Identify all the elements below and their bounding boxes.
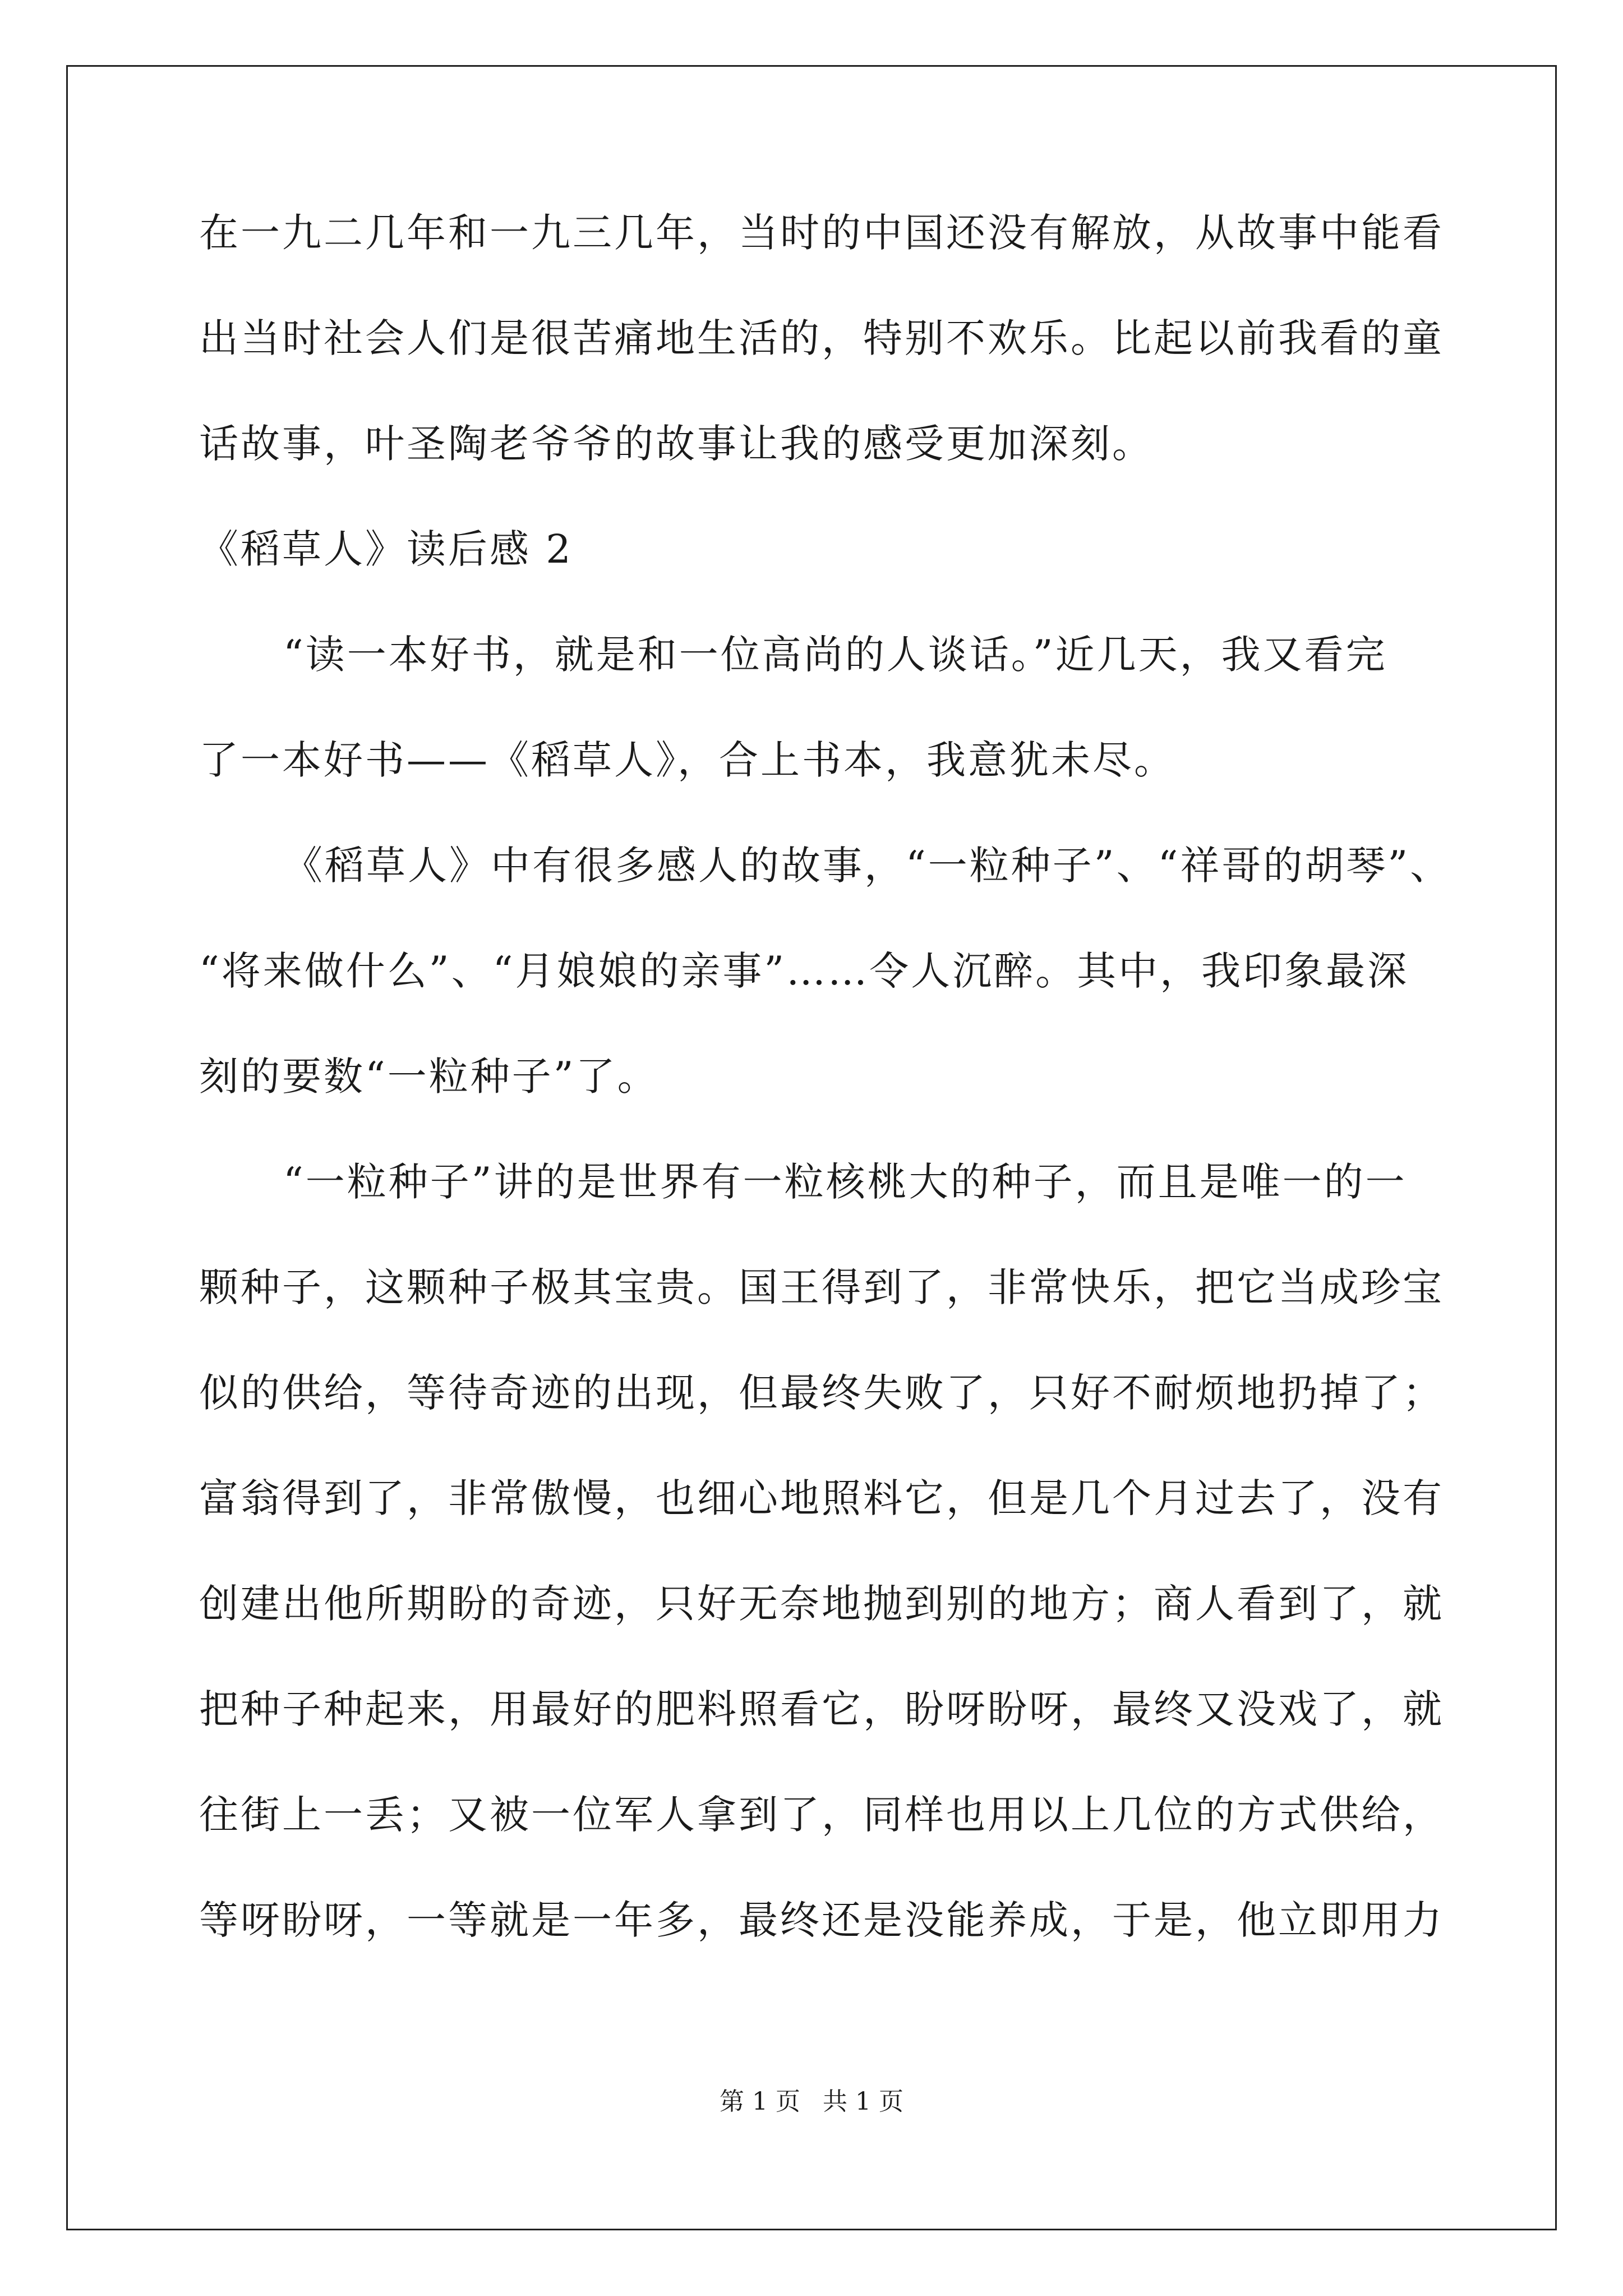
text-line: 了一本好书——《稻草人》，合上书本，我意犹未尽。: [199, 737, 1175, 783]
text-line: “读一本好书，就是和一位高尚的人谈话。”近几天，我又看完: [283, 632, 1387, 678]
text-line: “一粒种子”讲的是世界有一粒核桃大的种子，而且是唯一的一: [283, 1159, 1407, 1205]
text-line: 《稻草人》中有很多感人的故事，“一粒种子”、“祥哥的胡琴”、: [283, 843, 1452, 889]
document-body: [199, 210, 1452, 2006]
page-number: 第 1 页: [720, 2087, 800, 2116]
section-heading: 《稻草人》读后感 2: [199, 526, 573, 572]
text-line: 话故事，叶圣陶老爷爷的故事让我的感受更加深刻。: [199, 421, 1154, 467]
text-line: 富翁得到了，非常傲慢，也细心地照料它，但是几个月过去了，没有: [199, 1475, 1444, 1521]
text-line: 把种子种起来，用最好的肥料照看它，盼呀盼呀，最终又没戏了，就: [199, 1686, 1444, 1732]
text-line: 在一九二几年和一九三几年，当时的中国还没有解放，从故事中能看: [199, 210, 1444, 256]
page-footer: [0, 2088, 1623, 2116]
page-total: 共 1 页: [823, 2087, 903, 2116]
text-line: 刻的要数“一粒种子”了。: [199, 1053, 659, 1099]
text-line: 创建出他所期盼的奇迹，只好无奈地抛到别的地方；商人看到了，就: [199, 1581, 1444, 1627]
text-line: 等呀盼呀，一等就是一年多，最终还是没能养成，于是，他立即用力: [199, 1897, 1444, 1943]
text-line: 颗种子，这颗种子极其宝贵。国王得到了，非常快乐，把它当成珍宝: [199, 1264, 1444, 1310]
text-line: 往街上一丢；又被一位军人拿到了，同样也用以上几位的方式供给，: [199, 1792, 1444, 1838]
text-line: 出当时社会人们是很苦痛地生活的，特别不欢乐。比起以前我看的童: [199, 315, 1444, 361]
text-line: “将来做什么”、“月娘娘的亲事”……令人沉醉。其中，我印象最深: [199, 948, 1409, 994]
text-line: 似的供给，等待奇迹的出现，但最终失败了，只好不耐烦地扔掉了；: [199, 1370, 1444, 1416]
